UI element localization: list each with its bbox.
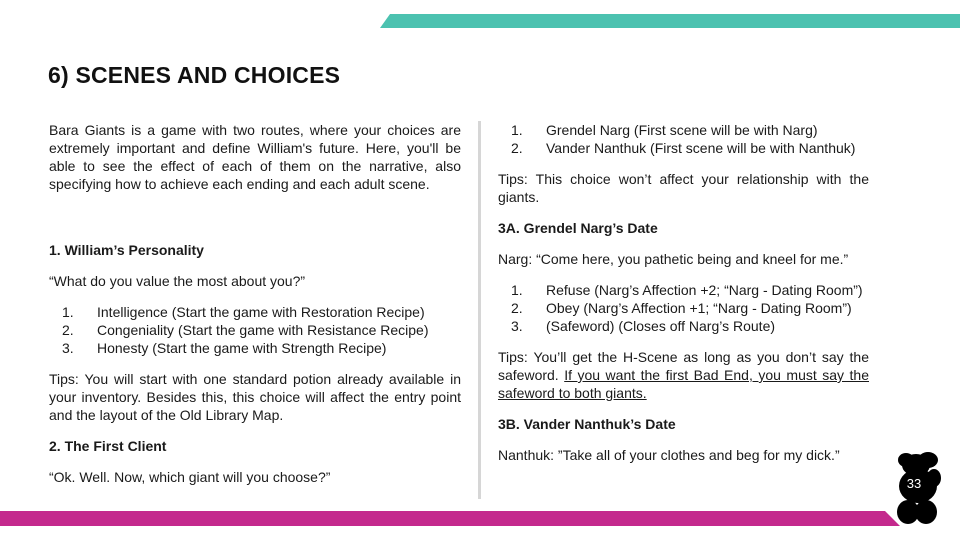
list-text: Intelligence (Start the game with Restoration Recipe) [97, 304, 425, 320]
slide-title: 6) SCENES AND CHOICES [48, 62, 341, 88]
column-divider [478, 121, 481, 499]
bottom-accent-band [0, 511, 900, 526]
list-item [49, 339, 461, 357]
top-accent-shape [380, 14, 960, 28]
list-item [498, 121, 869, 139]
client-tips: Tips: This choice won’t affect your relationship with the giants. [498, 171, 869, 205]
list-item [498, 317, 869, 335]
top-accent-band [380, 14, 960, 28]
list-number: 2. [62, 322, 74, 338]
section-1-tips: Tips: You will start with one standard potion already available in your inventory. Besides this, this choice will affect the entry point and the layout of the Old Library Map. [49, 371, 461, 423]
bottom-accent-shape [0, 511, 900, 526]
page-number: 33 [906, 476, 922, 491]
list-text: Vander Nanthuk (First scene will be with Nanthuk) [546, 140, 856, 156]
list-text: Honesty (Start the game with Strength Recipe) [97, 340, 387, 356]
section-3a-tips [498, 348, 869, 402]
list-number: 2. [511, 140, 523, 156]
list-text: Obey (Narg’s Affection +1; “Narg - Dating Room”) [546, 300, 852, 316]
tips-underlined-text: If you want the first Bad End, you must say the safeword to both giants. [498, 367, 869, 401]
intro-paragraph: Bara Giants is a game with two routes, where your choices are extremely important and define William's future. Here, you'll be able to see the effect of each of them on the narrative, also specifying how to achieve each ending and each adult scene. [49, 122, 461, 192]
list-item [498, 139, 869, 157]
section-2-heading: 2. The First Client [49, 438, 167, 454]
list-text: Congeniality (Start the game with Resistance Recipe) [97, 322, 429, 338]
section-3a-options [498, 281, 869, 335]
section-1-heading: 1. William’s Personality [49, 242, 204, 258]
list-text: Refuse (Narg’s Affection +2; “Narg - Dating Room”) [546, 282, 863, 298]
section-3b-quote: Nanthuk: ”Take all of your clothes and beg for my dick.” [498, 447, 840, 463]
list-item [49, 321, 461, 339]
left-column [49, 121, 461, 486]
list-text: Grendel Narg (First scene will be with Narg) [546, 122, 818, 138]
list-number: 1. [62, 304, 74, 320]
list-number: 3. [511, 318, 523, 334]
section-2-question: “Ok. Well. Now, which giant will you choose?” [49, 469, 331, 485]
list-number: 3. [62, 340, 74, 356]
section-3b-heading: 3B. Vander Nanthuk’s Date [498, 416, 676, 432]
list-item [498, 299, 869, 317]
list-text: (Safeword) (Closes off Narg’s Route) [546, 318, 776, 334]
list-number: 1. [511, 282, 523, 298]
list-item [49, 303, 461, 321]
section-1-options [49, 303, 461, 357]
section-3a-quote: Narg: “Come here, you pathetic being and kneel for me.” [498, 251, 849, 267]
list-item [498, 281, 869, 299]
client-options [498, 121, 869, 157]
tips-text: Tips: You’ll get the H-Scene as long as you don’t say the safeword. [498, 349, 869, 383]
right-column [498, 121, 869, 464]
list-number: 1. [511, 122, 523, 138]
list-number: 2. [511, 300, 523, 316]
section-1-question: “What do you value the most about you?” [49, 273, 306, 289]
section-3a-heading: 3A. Grendel Narg’s Date [498, 220, 658, 236]
